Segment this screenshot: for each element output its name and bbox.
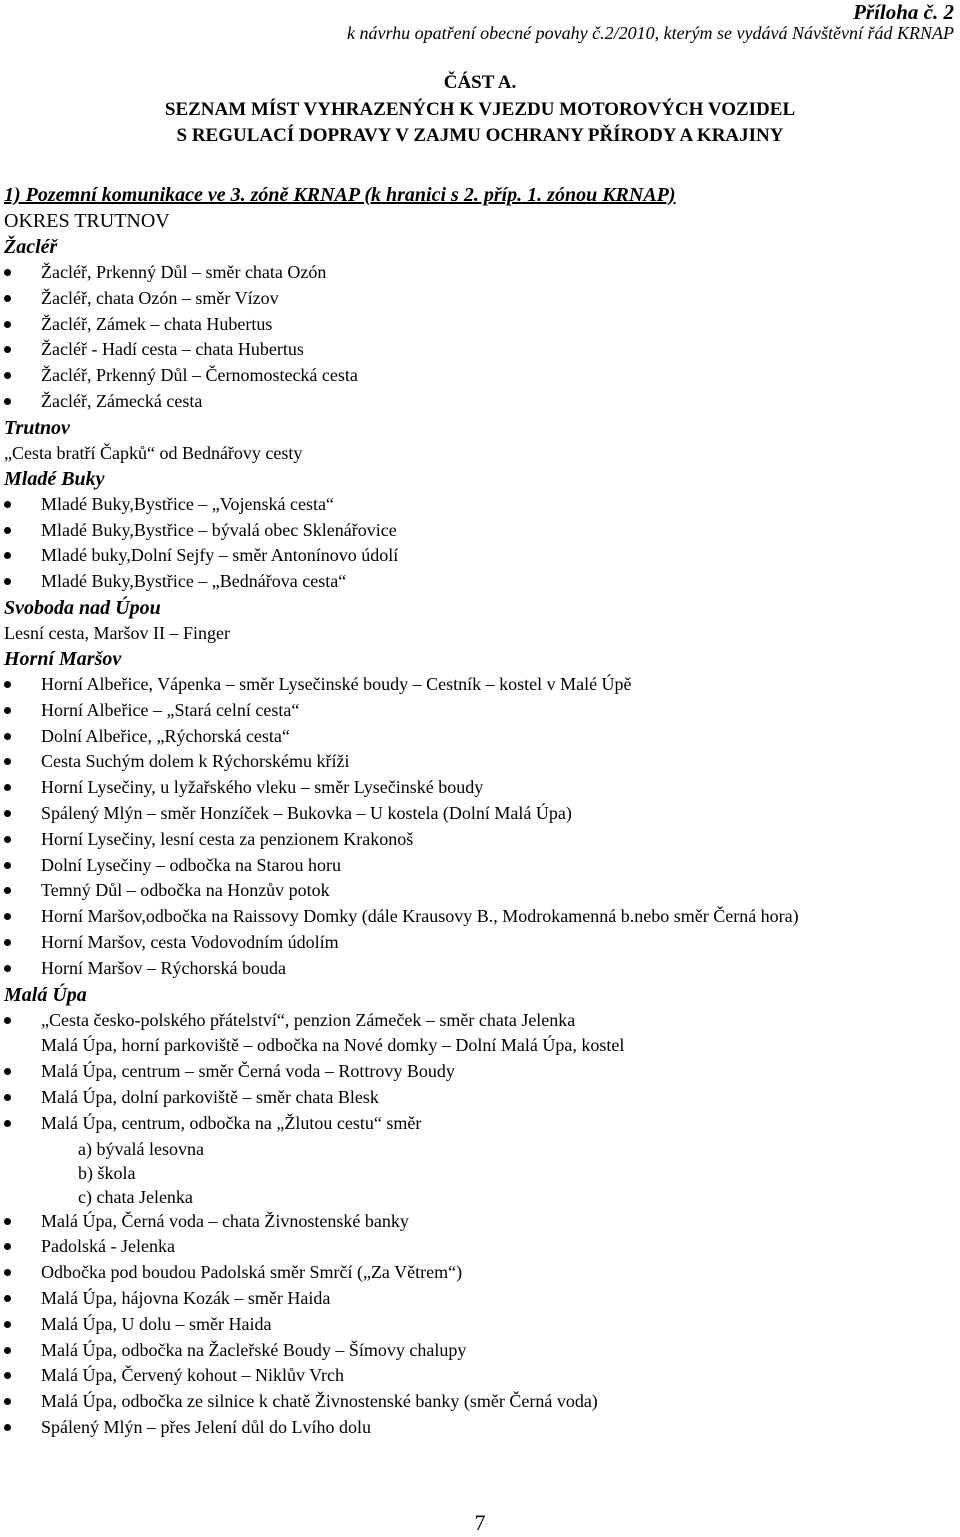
section-heading: 1) Pozemní komunikace ve 3. zóně KRNAP (k hranici s 2. příp. 1. zónou KRNAP) <box>4 184 676 206</box>
group-heading-zacler: Žacléř <box>4 236 58 258</box>
list-item: Mladé Buky,Bystřice – „Bednářova cesta“ <box>0 569 960 595</box>
sub-item: a) bývalá lesovna <box>78 1138 204 1159</box>
list-item: Horní Maršov, cesta Vodovodním údolím <box>0 930 960 956</box>
group-heading-horni-marsov: Horní Maršov <box>4 647 122 670</box>
list-item: Mladé buky,Dolní Sejfy – směr Antonínovo údolí <box>0 543 960 569</box>
list-item: Malá Úpa, Červený kohout – Niklův Vrch <box>0 1363 960 1389</box>
list-mala-upa <box>0 1008 960 1441</box>
list-item: Žacléř, chata Ozón – směr Vízov <box>0 286 960 312</box>
list-item: Horní Maršov,odbočka na Raissovy Domky (dále Krausovy B., Modrokamenná b.nebo směr Černá hora) <box>0 904 960 930</box>
list-item: Malá Úpa, centrum, odbočka na „Žlutou cestu“ směr <box>0 1111 960 1137</box>
list-zacler <box>0 260 960 415</box>
list-mlade-buky <box>0 492 960 595</box>
part-label: ČÁST A. <box>443 72 517 93</box>
sub-item: b) škola <box>78 1162 136 1183</box>
appendix-label: Příloha č. 2 <box>853 0 954 24</box>
list-item: Malá Úpa, centrum – směr Černá voda – Rottrovy Boudy <box>0 1059 960 1085</box>
list-item-continuation: Malá Úpa, horní parkoviště – odbočka na Nové domky – Dolní Malá Úpa, kostel <box>41 1035 625 1056</box>
list-item: Temný Důl – odbočka na Honzův potok <box>0 878 960 904</box>
list-item: Horní Maršov – Rýchorská bouda <box>0 956 960 982</box>
list-item: Spálený Mlýn – přes Jelení důl do Lvího dolu <box>0 1415 960 1441</box>
list-item: Žacléř, Zámecká cesta <box>0 389 960 415</box>
document-subtitle: k návrhu opatření obecné povahy č.2/2010, kterým se vydává Návštěvní řád KRNAP <box>346 23 954 43</box>
list-item: Žacléř - Hadí cesta – chata Hubertus <box>0 337 960 363</box>
sub-item: c) chata Jelenka <box>78 1186 193 1207</box>
list-item: Horní Albeřice, Vápenka – směr Lysečinské boudy – Cestník – kostel v Malé Úpě <box>0 672 960 698</box>
list-item: Žacléř, Zámek – chata Hubertus <box>0 312 960 338</box>
list-horni-marsov <box>0 672 960 982</box>
list-item: Mladé Buky,Bystřice – bývalá obec Sklenářovice <box>0 518 960 544</box>
list-item: Malá Úpa, Černá voda – chata Živnostenské banky <box>0 1209 960 1235</box>
group-heading-mlade-buky: Mladé Buky <box>4 467 105 490</box>
group-heading-svoboda: Svoboda nad Úpou <box>4 596 161 619</box>
list-item: Horní Lysečiny, u lyžařského vleku – směr Lysečinské boudy <box>0 775 960 801</box>
district-heading: OKRES TRUTNOV <box>4 210 170 232</box>
svoboda-line: Lesní cesta, Maršov II – Finger <box>4 622 230 643</box>
trutnov-line: „Cesta bratří Čapků“ od Bednářovy cesty <box>4 442 303 463</box>
list-item: Dolní Albeřice, „Rýchorská cesta“ <box>0 724 960 750</box>
list-item: Žacléř, Prkenný Důl – Černomostecká cesta <box>0 363 960 389</box>
title-line-2: S REGULACÍ DOPRAVY V ZAJMU OCHRANY PŘÍRODY A KRAJINY <box>176 125 784 146</box>
list-item: Cesta Suchým dolem k Rýchorskému kříži <box>0 749 960 775</box>
list-item: Horní Lysečiny, lesní cesta za penzionem Krakonoš <box>0 827 960 853</box>
list-item: Malá Úpa, U dolu – směr Haida <box>0 1312 960 1338</box>
list-item: „Cesta česko-polského přátelství“, penzion Zámeček – směr chata Jelenka <box>0 1008 960 1034</box>
page-number: 7 <box>474 1510 486 1535</box>
list-item: Mladé Buky,Bystřice – „Vojenská cesta“ <box>0 492 960 518</box>
list-item: Spálený Mlýn – směr Honzíček – Bukovka – U kostela (Dolní Malá Úpa) <box>0 801 960 827</box>
group-heading-trutnov: Trutnov <box>4 416 70 439</box>
list-item: Malá Úpa, hájovna Kozák – směr Haida <box>0 1286 960 1312</box>
list-item: Malá Úpa, dolní parkoviště – směr chata Blesk <box>0 1085 960 1111</box>
list-item: Malá Úpa, odbočka ze silnice k chatě Živnostenské banky (směr Černá voda) <box>0 1389 960 1415</box>
list-item: Odbočka pod boudou Padolská směr Smrčí („Za Větrem“) <box>0 1260 960 1286</box>
list-item: Žacléř, Prkenný Důl – směr chata Ozón <box>0 260 960 286</box>
list-item: Dolní Lysečiny – odbočka na Starou horu <box>0 853 960 879</box>
list-item: Malá Úpa, odbočka na Žacleřské Boudy – Šímovy chalupy <box>0 1338 960 1364</box>
list-item: Padolská - Jelenka <box>0 1234 960 1260</box>
content <box>0 234 960 1441</box>
group-heading-mala-upa: Malá Úpa <box>4 983 87 1006</box>
title-line-1: SEZNAM MÍST VYHRAZENÝCH K VJEZDU MOTOROVÝCH VOZIDEL <box>164 99 796 120</box>
list-item: Horní Albeřice – „Stará celní cesta“ <box>0 698 960 724</box>
